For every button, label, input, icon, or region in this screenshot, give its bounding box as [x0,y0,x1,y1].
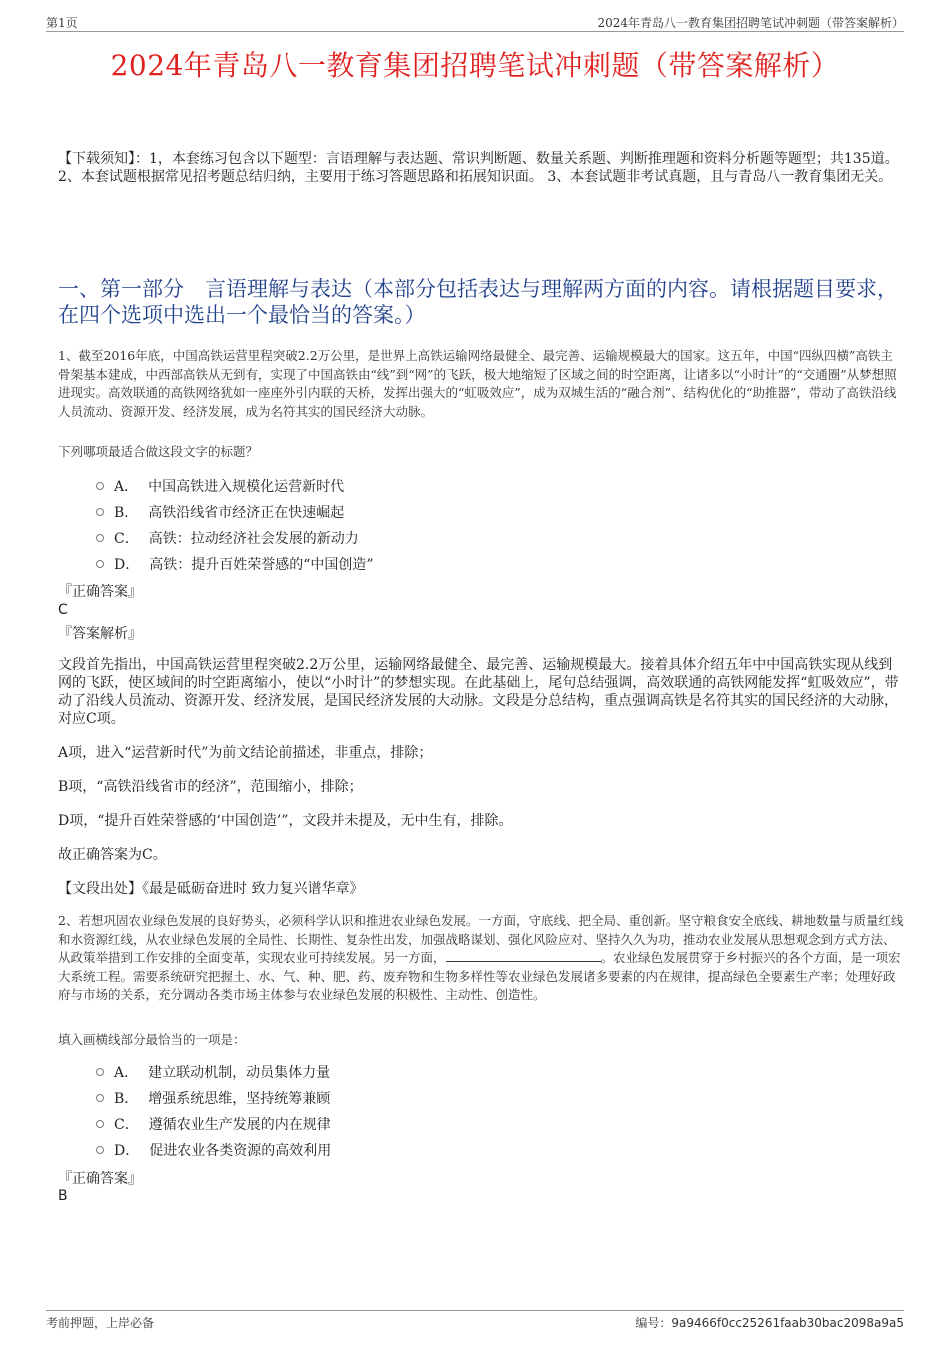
question-2-stem-before: 2、若想巩固农业绿色发展的良好势头，必须科学认识和推进农业绿色发展。一方面，守底线、把全局、重创新。坚守粮食安全底线、耕地数量与质量红线和水资源红线，从农业绿色发展的全局性、长期性、复杂性出发，加强战略谋划、强化风险应对、坚持久久为功，推动农业发展从思想观念到方式方法、从政策举措到工作安排的全面变革，实现农业可持续发展。另一方面， [58,913,904,965]
option-text: 遵循农业生产发展的内在规律 [148,1117,331,1133]
footer-divider [46,1310,904,1311]
option-text: 增强系统思维，坚持统筹兼顾 [148,1091,331,1107]
question-2-stem-after: 。农业绿色发展贯穿于乡村振兴的各个方面，是一项宏大系统工程。需要系统研究把握土、水、气、种、肥、药、废弃物和生物多样性等农业绿色发展诸多要素的内在规律，提高绿色全要素生产率；处理好政府与市场的关系，充分调动各类市场主体参与农业绿色发展的积极性、主动性、创造性。 [58,950,901,1002]
question-1-analysis-label: 『答案解析』 [58,626,142,642]
radio-icon[interactable] [96,1146,104,1154]
question-1-answer-label: 『正确答案』 [58,584,142,600]
page-number: 第1页 [46,16,78,30]
question-1-source: 【文段出处】《最是砥砺奋进时 致力复兴谱华章》 [58,881,364,897]
option-key: A． [114,1065,139,1081]
radio-icon[interactable] [96,1120,104,1128]
radio-icon[interactable] [96,560,104,568]
question-1-conclusion: 故正确答案为C。 [58,847,167,863]
option-text: 建立联动机制，动员集体力量 [148,1065,331,1081]
footer-slogan: 考前押题，上岸必备 [46,1316,155,1330]
question-2-option-a[interactable] [96,1062,330,1082]
option-key: B． [114,505,139,521]
question-1-option-b[interactable] [96,502,344,522]
document-code-value: 9a9466f0cc25261faab30bac2098a9a5 [671,1316,904,1330]
question-2-option-c[interactable] [96,1114,331,1134]
question-2-option-b[interactable] [96,1088,330,1108]
question-1-stem: 1、截至2016年底，中国高铁运营里程突破2.2万公里，是世界上高铁运输网络最健全、最完善、运输规模最大的国家。这五年，中国“四纵四横”高铁主骨架基本建成，中西部高铁从无到有，实现了中国高铁由“线”到“网”的飞跃，极大地缩短了区域之间的时空距离，让诸多以“小时计”的“交通圈”从梦想照进现实。高效联通的高铁网络犹如一座座外引内联的天桥，发挥出强大的“虹吸效应”，成为双城生活的“融合剂”、结构优化的“助推器”，带动了高铁沿线人员流动、资源开发、经济发展，成为名符其实的国民经济大动脉。 [58,348,897,419]
option-key: A． [114,479,139,495]
document-code-label: 编号： [635,1316,672,1330]
option-text: 促进农业各类资源的高效利用 [149,1143,332,1159]
question-2-answer: B [58,1188,68,1204]
download-notice: 【下载须知】：1，本套练习包含以下题型：言语理解与表达题、常识判断题、数量关系题、判断推理题和资料分析题等题型；共135道。 2、本套试题根据常见招考题总结归纳，主要用于练习答题思路和拓展知识面。 3、本套试题非考试真题，且与青岛八一教育集团无关。 [58,151,899,185]
question-2-stem [58,912,904,1005]
option-text: 高铁：拉动经济社会发展的新动力 [148,531,359,547]
question-2-option-d[interactable] [96,1140,331,1160]
fill-blank [446,949,601,962]
radio-icon[interactable] [96,1068,104,1076]
radio-icon[interactable] [96,1094,104,1102]
question-1-option-a[interactable] [96,476,344,496]
radio-icon[interactable] [96,534,104,542]
option-text: 高铁：提升百姓荣誉感的“中国创造” [149,557,374,573]
option-key: C． [114,1117,139,1133]
question-1-option-d[interactable] [96,554,374,574]
question-1-note-d: D项，“提升百姓荣誉感的‘中国创造’”，文段并未提及，无中生有，排除。 [58,813,513,829]
radio-icon[interactable] [96,508,104,516]
question-2-answer-label: 『正确答案』 [58,1171,142,1187]
option-key: D． [114,1143,140,1159]
question-2-prompt: 填入画横线部分最恰当的一项是： [58,1032,246,1047]
option-text: 中国高铁进入规模化运营新时代 [148,479,345,495]
page-title: 2024年青岛八一教育集团招聘笔试冲刺题（带答案解析） [110,49,840,82]
option-text: 高铁沿线省市经济正在快速崛起 [148,505,345,521]
radio-icon[interactable] [96,482,104,490]
question-1-answer: C [58,602,68,618]
question-1-note-b: B项，“高铁沿线省市的经济”，范围缩小，排除； [58,779,363,795]
question-1-analysis: 文段首先指出，中国高铁运营里程突破2.2万公里，运输网络最健全、最完善、运输规模最大。接着具体介绍五年中中国高铁实现从线到网的飞跃，使区域间的时空距离缩小，使以“小时计”的梦想实现。在此基础上，尾句总结强调，高效联通的高铁网能发挥“虹吸效应”，带动了沿线人员流动、资源开发、经济发展，是国民经济发展的大动脉。文段是分总结构，重点强调高铁是名符其实的国民经济的大动脉，对应C项。 [58,657,899,727]
option-key: B． [114,1091,139,1107]
question-1-prompt: 下列哪项最适合做这段文字的标题？ [58,444,259,459]
header-divider [46,31,904,32]
option-key: C． [114,531,139,547]
question-1-option-c[interactable] [96,528,359,548]
document-code [635,1314,904,1331]
section-heading: 一、第一部分 言语理解与表达（本部分包括表达与理解两方面的内容。请根据题目要求，在四个选项中选出一个最恰当的答案。） [58,277,898,327]
question-1-note-a: A项，进入“运营新时代”为前文结论前描述，非重点，排除； [58,745,433,761]
running-header-title: 2024年青岛八一教育集团招聘笔试冲刺题（带答案解析） [597,16,904,30]
option-key: D． [114,557,140,573]
